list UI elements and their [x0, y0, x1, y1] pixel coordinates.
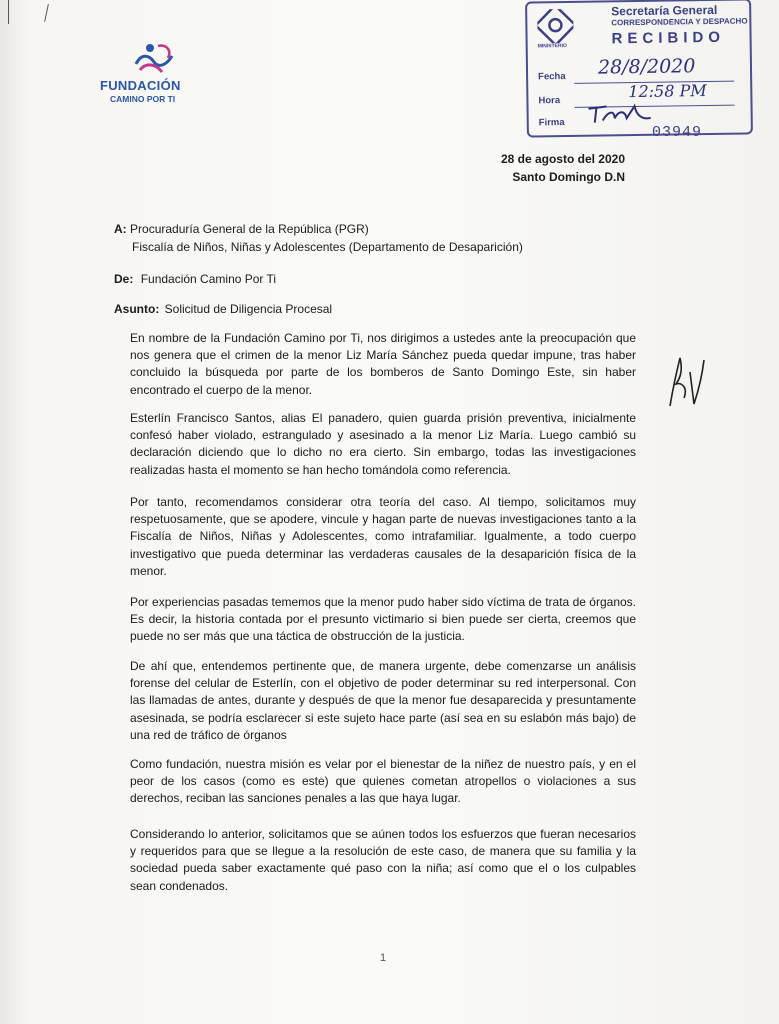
scan-mark: [44, 4, 49, 22]
to-label: A:: [114, 222, 127, 236]
subject-value: Solicitud de Diligencia Procesal: [164, 302, 333, 316]
from-label: De:: [114, 272, 134, 286]
stamp-fecha-label: Fecha: [538, 71, 566, 83]
ministry-emblem-icon: [537, 9, 573, 43]
stamp-department-sub: CORRESPONDENCIA Y DESPACHO: [611, 16, 748, 28]
page-number: 1: [380, 952, 387, 964]
letter-date: 28 de agosto del 2020: [500, 152, 625, 166]
foundation-logo-icon: [128, 42, 176, 78]
body-paragraph-5: De ahí que, entendemos pertinente que, de manera urgente, debe comenzarse un análisis forense del celular de Esterlín, con el objetivo de poder determinar su red interpersonal. Con las llamadas de antes, durante y después de que la menor fue desaparecida y presuntamente asesinada, se podría esclarecer si este sujeto hace parte (así sea en su eslabón más bajo) de una red de tráfico de órganos: [130, 659, 636, 742]
logo-name: FUNDACIÓN: [100, 78, 181, 93]
stamp-fecha-value: 28/8/2020: [597, 55, 696, 79]
letter-date-block: [501, 150, 625, 186]
stamp-firma-label: Firma: [538, 117, 565, 129]
received-stamp: [525, 0, 753, 138]
stamp-number: 03949: [652, 124, 703, 141]
body-paragraph-2: Esterlín Francisco Santos, alias El panadero, quien guarda prisión preventiva, inicialmente confesó haber violado, estrangulado y asesinado a la menor Liz María. Luego cambió su declaración diciendo que lo dicho no era cierto. Sin embargo, todas las investigaciones realizadas hasta el momento se han hecho tomándola como referencia.: [130, 411, 636, 477]
stamp-hora-value: 12:58 PM: [628, 81, 707, 102]
to-line-2: Fiscalía de Niños, Niñas y Adolescentes (Departamento de Desaparición): [132, 240, 523, 254]
body-paragraph-6: Como fundación, nuestra misión es velar por el bienestar de la niñez de nuestro país, y en el peor de los casos (como es este) que quienes cometan atropellos o violaciones a sus derechos, reciban las sanciones penales a las que haya lugar.: [130, 757, 636, 806]
body-paragraph-4: Por experiencias pasadas tememos que la menor pudo haber sido víctima de trata de órganos. Es decir, la historia contada por el presunto victimario si bien puede ser cierta, creemos que puede no ser más que una táctica de obstrucción de la justicia.: [130, 595, 636, 644]
addressee-block: [114, 220, 523, 256]
subject-label: Asunto:: [114, 302, 160, 316]
body-paragraph-1: En nombre de la Fundación Camino por Ti, nos dirigimos a ustedes ante la preocupación que nos genera que el crimen de la menor Liz María Sánchez pueda quedar impune, tras haber concluido la búsqueda por parte de los bomberos de Santo Domingo Este, sin haber encontrado el cuerpo de la menor.: [130, 331, 636, 397]
stamp-department: Secretaría General: [611, 2, 718, 19]
letter-place: Santo Domingo D.N: [512, 170, 625, 184]
to-line-1: Procuraduría General de la República (PGR): [130, 222, 369, 236]
stamp-ministry: MINISTERIO: [537, 43, 567, 50]
stamp-signature-icon: [584, 100, 654, 129]
logo-subtitle: CAMINO POR TI: [110, 94, 176, 104]
body-paragraph-3: Por tanto, recomendamos considerar otra teoría del caso. Al tiempo, solicitamos muy respetuosamente, que se apodere, vincule y hagan parte de nuevas investigaciones tanto a la Fiscalía de Niños, Niñas y Adolescentes, como intrafamiliar. Igualmente, a todo cuerpo investigativo que pueda determinar las verdaderas causales de la desaparición física de la menor.: [130, 495, 636, 578]
stamp-hora-label: Hora: [538, 95, 561, 107]
from-block: [114, 270, 276, 288]
stamp-received-label: RECIBIDO: [611, 28, 726, 48]
from-value: Fundación Camino Por Ti: [140, 272, 277, 286]
margin-initials-icon: [664, 352, 712, 414]
scan-mark: [8, 0, 9, 24]
subject-block: [114, 300, 332, 318]
body-paragraph-7: Considerando lo anterior, solicitamos que se aúnen todos los esfuerzos que fueran necesarios y requeridos para que se llegue a la resolución de este caso, de manera que su familia y la sociedad pueda saber exactamente qué paso con la niña; así como que el o los culpables sean condenados.: [130, 827, 636, 893]
foundation-logo: [98, 42, 208, 112]
